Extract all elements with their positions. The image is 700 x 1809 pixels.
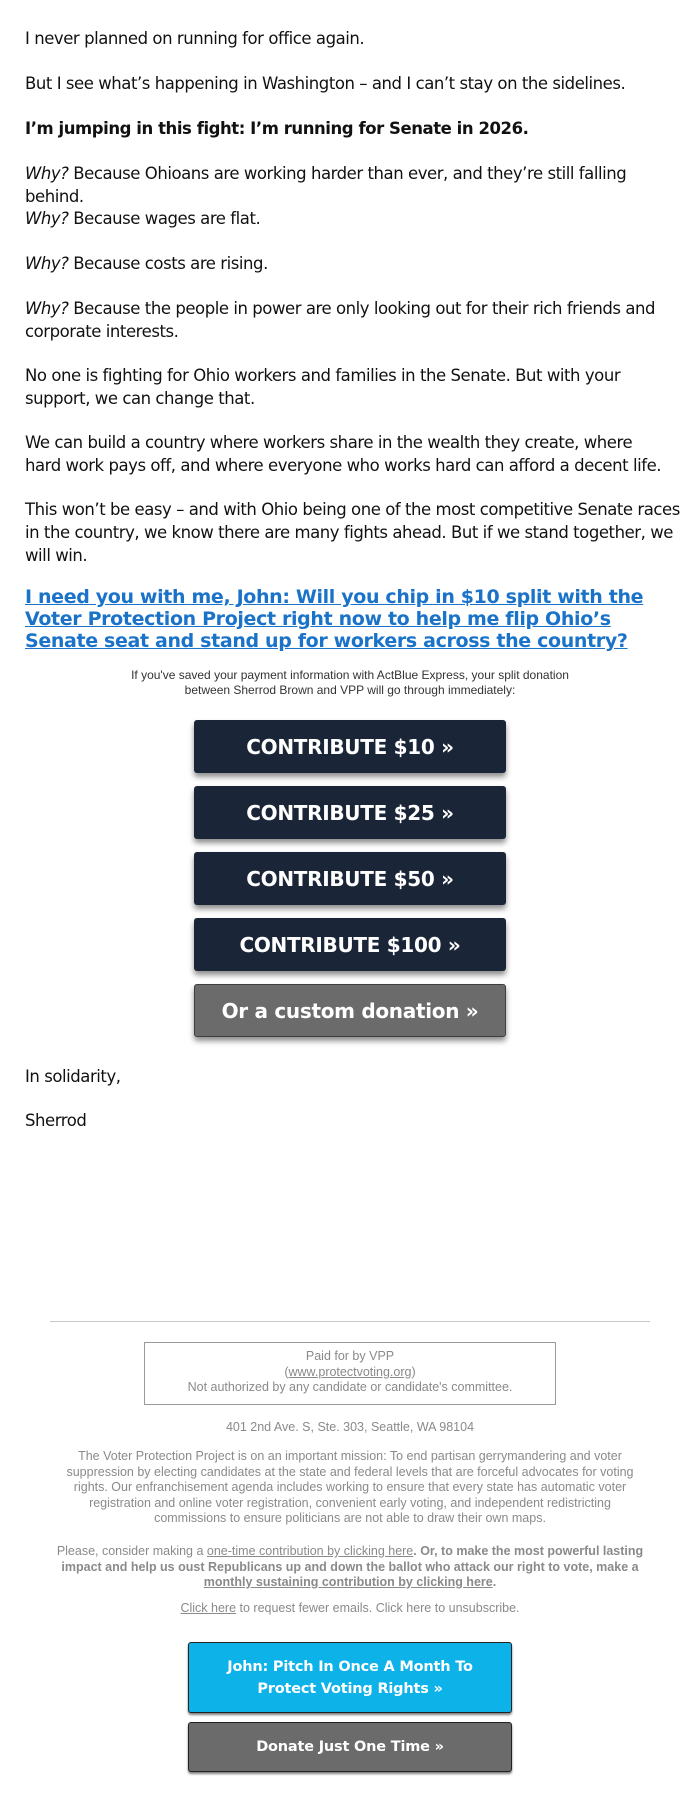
why-label: Why?: [25, 209, 69, 228]
paragraph-no-one-fighting: No one is fighting for Ohio workers and families in the Senate. But with your support, we can change that.: [25, 366, 621, 408]
monthly-contribution-link[interactable]: monthly sustaining contribution by clicking here: [203, 1575, 493, 1589]
contribution-appeal: Please, consider making a one-time contribution by clicking here. Or, to make the most powerful lasting impact and help us oust Republicans up and down the ballot who attack our right to vote, make a monthly sustaining contribution by clicking here.: [56, 1544, 644, 1589]
custom-donation-button[interactable]: Or a custom donation »: [194, 984, 506, 1037]
paragraph-wont-be-easy: This won’t be easy – and with Ohio being one of the most competitive Senate races in the country, we know there are many fights ahead. But if we stand together, we will win.: [25, 500, 680, 565]
paragraph-build-country: We can build a country where workers share in the wealth they create, where hard work pays off, and where everyone who works hard can afford a decent life.: [25, 433, 662, 475]
paragraph-why-3: Why? Because costs are rising.: [25, 254, 268, 273]
email-preferences: Click here to request fewer emails. Click here to unsubscribe.: [180, 1601, 520, 1615]
contribute-25-button[interactable]: CONTRIBUTE $25 »: [194, 786, 506, 839]
not-authorized-line: Not authorized by any candidate or candidate's committee.: [187, 1380, 513, 1394]
contribute-100-button[interactable]: CONTRIBUTE $100 »: [194, 918, 506, 971]
website-link[interactable]: www.protectvoting.org: [288, 1364, 412, 1379]
footer-divider: [50, 1321, 650, 1322]
fewer-emails-link[interactable]: Click here: [180, 1601, 237, 1615]
paragraph-announcement: I’m jumping in this fight: I’m running for Senate in 2026.: [25, 119, 529, 138]
actblue-express-note: If you've saved your payment information with ActBlue Express, your split donation between Sherrod Brown and VPP will go through immediately:: [131, 668, 569, 697]
mission-statement: The Voter Protection Project is on an important mission: To end partisan gerrymandering and voter suppression by electing candidates at the state and federal levels that are forceful advocates for voting rights. Our enfranchisement agenda includes working to ensure that every state has automatic voter registration and online voter registration, convenient early voting, and independent redistricting commissions to ensure politicians are not able to draw their own maps.: [66, 1449, 634, 1525]
paragraph-why-2: Why? Because wages are flat.: [25, 209, 261, 228]
contribute-50-button[interactable]: CONTRIBUTE $50 »: [194, 852, 506, 905]
paragraph-intro: I never planned on running for office again.: [25, 29, 365, 48]
contribute-10-button[interactable]: CONTRIBUTE $10 »: [194, 720, 506, 773]
paragraph-washington: But I see what’s happening in Washington – and I can’t stay on the sidelines.: [25, 74, 626, 93]
why-label: Why?: [25, 254, 69, 273]
paragraph-why-4: Why? Because the people in power are only looking out for their rich friends and corporate interests.: [25, 299, 656, 341]
paid-for-line: Paid for by VPP: [305, 1349, 395, 1363]
why-label: Why?: [25, 299, 69, 318]
website-line: (www.protectvoting.org): [284, 1364, 416, 1379]
one-time-contribution-link[interactable]: one-time contribution by clicking here: [206, 1544, 414, 1558]
monthly-donation-button[interactable]: John: Pitch In Once A Month To Protect Voting Rights »: [188, 1642, 512, 1713]
paid-for-disclaimer-box: [144, 1342, 556, 1405]
mailing-address: 401 2nd Ave. S, Ste. 303, Seattle, WA 98104: [225, 1420, 475, 1434]
paragraph-why-1: Why? Because Ohioans are working harder than ever, and they’re still falling behind.: [25, 164, 627, 206]
chip-in-link[interactable]: I need you with me, John: Will you chip in $10 split with the Voter Protection Project right now to help me flip Ohio’s Senate seat and stand up for workers across the country?: [25, 586, 644, 652]
one-time-donation-button[interactable]: Donate Just One Time »: [188, 1722, 512, 1772]
signature: Sherrod: [25, 1111, 87, 1130]
signoff: In solidarity,: [25, 1067, 121, 1086]
why-label: Why?: [25, 164, 69, 183]
